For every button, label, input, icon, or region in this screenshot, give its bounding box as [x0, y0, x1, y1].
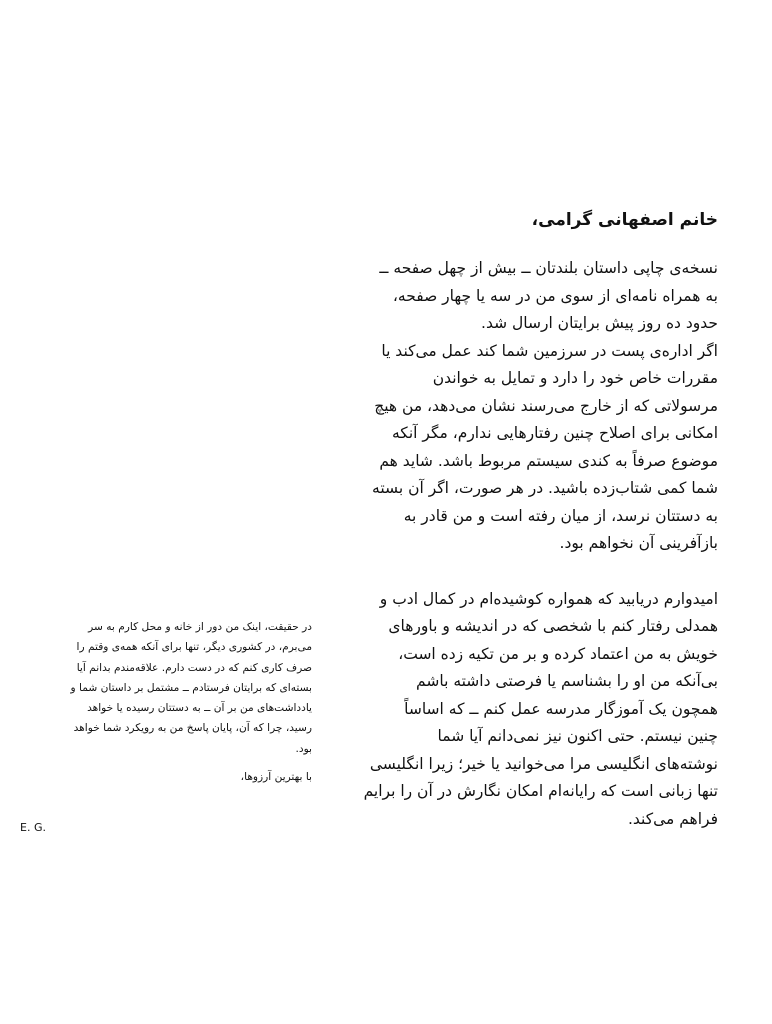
paragraph-line: به دستتان نرسد، از میان رفته است و من قادر به: [403, 506, 718, 525]
paragraph-line: مقررات خاص خود را دارد و تمایل به خواندن: [432, 369, 718, 387]
paragraph-line: فراهم می‌کند.: [627, 809, 718, 828]
sidenote-line: در حقیقت، اینک من دور از خانه و محل کارم به سر: [88, 621, 312, 633]
closing-line: با بهترین آرزوها،: [240, 771, 312, 784]
sidenote-line: یادداشت‌های من بر آن ــ به دستتان رسیده یا خواهد: [87, 702, 312, 715]
sidenote-line: رسید، چرا که آن، پایان پاسخ من به رویکرد شما خواهد: [73, 722, 312, 735]
salutation: خانم اصفهانی گرامی،: [531, 210, 718, 230]
paragraph-line: همچون یک آموزگار مدرسه عمل کنم ــ که اساساً: [404, 699, 718, 718]
paragraph-line: امیدوارم دریابید که همواره کوشیده‌ام در کمال ادب و: [379, 589, 718, 608]
paragraph-line: به همراه نامه‌ای از سوی من در سه یا چهار صفحه،: [392, 286, 718, 305]
paragraph-line: حدود ده روز پیش برایتان ارسال شد.: [481, 314, 718, 332]
sidenote: [20, 617, 312, 787]
paragraph-line: مرسولاتی که از خارج می‌رسند نشان می‌دهد، من هیچ: [374, 396, 718, 415]
paragraph-line: موضوع صرفاً به کندی سیستم مربوط باشد. شاید هم: [379, 451, 718, 470]
paragraph-line: تنها زبانی است که رایانه‌ام امکان نگارش در آن را برایم: [363, 782, 718, 800]
paragraph-spacer: [335, 558, 718, 586]
sidenote-line: می‌برم، در کشوری دیگر، تنها برای آنکه همه‌ی وقتم را: [76, 641, 312, 654]
sidenote-line: صرف کاری کنم که در دست دارم. علاقه‌مندم بدانم آیا: [76, 661, 312, 674]
paragraph-line: شما کمی شتاب‌زده باشید. در هر صورت، اگر آن بسته: [372, 479, 718, 497]
paragraph-1: [335, 255, 718, 558]
paragraph-line: چنین نیستم. حتی اکنون نیز نمی‌دانم آیا شما: [437, 727, 718, 745]
paragraph-line: اگر اداره‌ی پست در سرزمین شما کند عمل می‌کند یا: [381, 341, 718, 360]
paragraph-2: [335, 586, 718, 834]
sidenote-line: بسته‌ای که برایتان فرستادم ــ مشتمل بر داستان شما و: [70, 681, 312, 694]
paragraph-line: خویش به من اعتماد کرده و بر من تکیه زده است،: [398, 644, 718, 663]
paragraph-line: نوشته‌های انگلیسی مرا می‌خوانید یا خیر؛ زیرا انگلیسی: [369, 754, 718, 773]
paragraph-line: همدلی رفتار کنم با شخصی که در اندیشه و باورهای: [388, 617, 718, 635]
signature-initials: E. G.: [20, 821, 46, 834]
sidenote-line: بود.: [295, 742, 312, 755]
paragraph-line: امکانی برای اصلاح چنین رفتارهایی ندارم، مگر آنکه: [391, 424, 718, 442]
paragraph-line: نسخه‌ی چاپی داستان بلندتان ــ بیش از چهل صفحه ــ: [379, 259, 718, 277]
letter-main-column: [335, 205, 718, 833]
paragraph-line: بازآفرینی آن نخواهم بود.: [559, 534, 718, 552]
paragraph-line: بی‌آنکه من او را بشناسم یا فرصتی داشته باشم: [416, 672, 718, 690]
